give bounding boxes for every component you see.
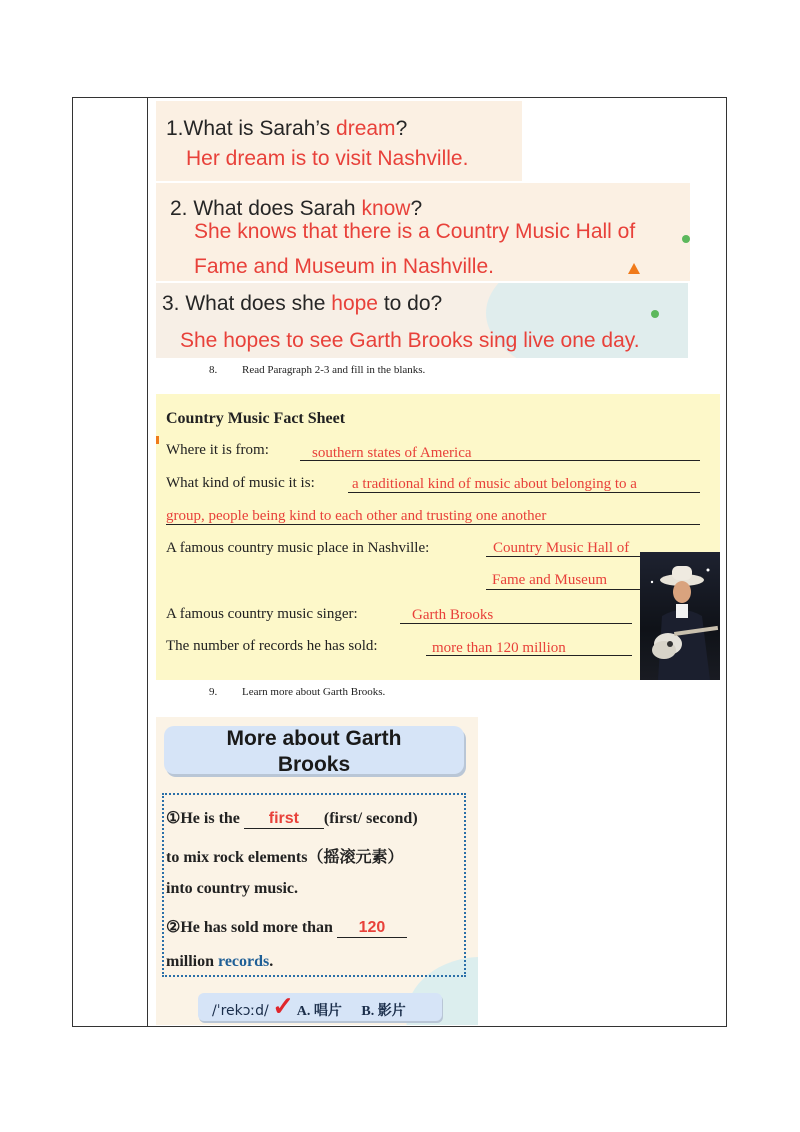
fact-sheet-title: Country Music Fact Sheet xyxy=(166,410,346,427)
item-8-text: Read Paragraph 2-3 and fill in the blanks. xyxy=(242,364,426,376)
answer-2-line-1: She knows that there is a Country Music Hall of xyxy=(194,220,636,243)
records-value: more than 120 million xyxy=(432,640,566,656)
singer-label: A famous country music singer: xyxy=(166,606,358,622)
answer-2-line-2: Fame and Museum in Nashville. xyxy=(194,255,494,278)
question-1-keyword: dream xyxy=(336,117,396,140)
slide-question-1 xyxy=(156,101,522,181)
table-column-divider xyxy=(147,97,148,1027)
question-1 xyxy=(166,117,407,141)
more-about-title-line-2: Brooks xyxy=(277,753,351,776)
question-3-text: 3. What does she xyxy=(162,292,332,315)
option-a: A. 唱片 xyxy=(296,1004,342,1019)
answer-1: Her dream is to visit Nashville. xyxy=(186,147,469,170)
question-2-keyword: know xyxy=(361,197,411,220)
phonetic: /ˈrekɔːd/ xyxy=(212,1003,269,1019)
question-2-text: 2. What does Sarah xyxy=(170,197,362,220)
decor-triangle xyxy=(628,263,640,274)
statement-2-end: . xyxy=(269,953,274,970)
question-2 xyxy=(170,197,422,221)
statement-2-line-2 xyxy=(166,953,273,971)
statement-1-fill: first xyxy=(268,810,299,827)
singer-photo-graphic xyxy=(640,552,720,680)
item-8-number: 8. xyxy=(209,364,218,376)
more-about-title xyxy=(164,726,464,774)
question-2-end: ? xyxy=(410,197,423,220)
statement-2-text: ②He has sold more than xyxy=(166,919,337,936)
statement-1-line-2: to mix rock elements（摇滚元素） xyxy=(166,849,404,866)
singer-photo xyxy=(640,552,720,680)
kind-value-line-2: group, people being kind to each other and trusting one another xyxy=(166,508,547,524)
slide-question-2 xyxy=(156,183,690,281)
question-3-keyword: hope xyxy=(331,292,378,315)
statement-1-text: ①He is the xyxy=(166,810,244,827)
from-value: southern states of America xyxy=(312,445,472,461)
kind-value-line-1: a traditional kind of music about belonging to a xyxy=(352,476,637,492)
statement-2-blank xyxy=(337,919,407,938)
statement-2-line-2-text: million xyxy=(166,953,219,970)
check-mark-icon: ✓ xyxy=(272,992,295,1021)
question-1-end: ? xyxy=(395,117,408,140)
slide-question-3 xyxy=(156,283,688,358)
item-9-text: Learn more about Garth Brooks. xyxy=(242,686,386,698)
question-1-text: 1.What is Sarah’s xyxy=(166,117,337,140)
decor-dot xyxy=(682,235,690,243)
more-about-panel xyxy=(156,717,478,1025)
statement-2-keyword: records xyxy=(218,953,270,970)
statement-1-line-3: into country music. xyxy=(166,880,298,897)
question-3-end: to do? xyxy=(377,292,443,315)
more-about-title-line-1: More about Garth xyxy=(226,727,402,750)
item-9-caption xyxy=(209,686,385,698)
option-b: B. 影片 xyxy=(361,1004,406,1019)
statement-1-options: (first/ second) xyxy=(323,810,418,827)
statement-2-fill: 120 xyxy=(358,919,386,936)
statement-1-line-1 xyxy=(166,808,418,829)
records-label: The number of records he has sold: xyxy=(166,638,378,654)
place-value-line-2: Fame and Museum xyxy=(492,572,607,588)
decor-dot xyxy=(651,310,659,318)
item-9-number: 9. xyxy=(209,686,218,698)
decor-mark xyxy=(156,436,159,444)
statement-2-line-1 xyxy=(166,917,407,938)
statement-1-blank xyxy=(244,810,324,829)
kind-label: What kind of music it is: xyxy=(166,475,315,491)
question-3 xyxy=(162,292,442,316)
singer-value: Garth Brooks xyxy=(412,607,494,623)
answer-3: She hopes to see Garth Brooks sing live one day. xyxy=(180,329,640,352)
place-label: A famous country music place in Nashville: xyxy=(166,540,430,556)
item-8-caption xyxy=(209,364,425,376)
place-value-line-1: Country Music Hall of xyxy=(493,540,630,556)
from-label: Where it is from: xyxy=(166,442,269,458)
meaning-options xyxy=(198,993,442,1021)
place-blank-2 xyxy=(486,589,640,590)
fact-sheet xyxy=(156,394,720,680)
